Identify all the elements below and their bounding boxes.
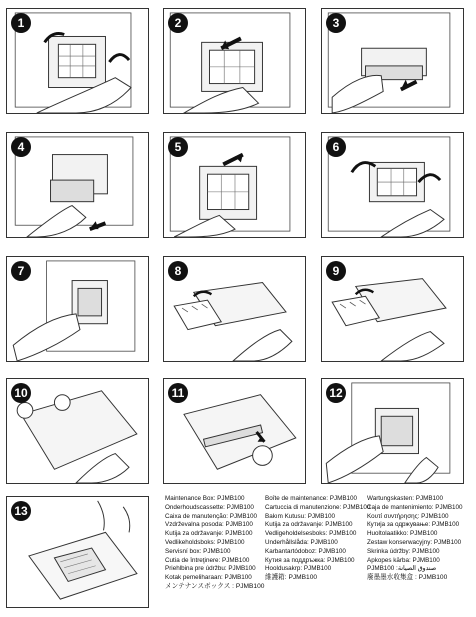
- step-11-panel: [163, 378, 306, 484]
- step-5-panel: [163, 132, 306, 238]
- text-line: Wartungskasten: PJMB100: [367, 495, 444, 502]
- text-line: Hooldusakrp: PJMB100: [265, 565, 332, 573]
- language-column-3: [367, 495, 463, 583]
- step-4-panel: [6, 132, 149, 238]
- text-line: Caja de mantenimiento: PJMB100: [367, 503, 463, 511]
- step-2-panel: [163, 8, 306, 114]
- step-12-panel: [321, 378, 464, 484]
- step-number: 12: [326, 383, 346, 403]
- text-line: Vedligeholdelsesboks: PJMB100: [265, 530, 357, 538]
- text-line: Caixa de manutenção: PJMB100: [165, 512, 258, 520]
- language-column-1: [165, 495, 264, 592]
- step-number: 2: [168, 13, 188, 33]
- step-1-panel: [6, 8, 149, 114]
- text-line: Kotak pemeliharaan: PJMB100: [165, 574, 252, 582]
- text-line: Bakım Kutusu: PJMB100: [265, 512, 335, 520]
- step-7-panel: [6, 256, 149, 362]
- text-line: Skrinka údržby: PJMB100: [367, 547, 440, 555]
- step-number: 13: [11, 501, 31, 521]
- step-number: 4: [11, 137, 31, 157]
- text-line: Vzdrževalna posoda: PJMB100: [165, 521, 253, 529]
- text-line: Kutija za održavanje: PJMB100: [165, 530, 253, 538]
- text-line: メンテナンスボックス : PJMB100: [165, 582, 265, 590]
- text-line: Cartuccia di manutenzione: PJMB100: [265, 503, 371, 511]
- part-number-list: [165, 495, 470, 605]
- text-line: Servisní box: PJMB100: [165, 547, 231, 555]
- text-line: Huoltolaatikko: PJMB100: [367, 530, 438, 538]
- step-3-panel: [321, 8, 464, 114]
- text-line: Vedlikeholdsboks: PJMB100: [165, 538, 245, 546]
- text-line: Underhållslåda: PJMB100: [265, 538, 338, 546]
- text-line: Zestaw konserwacyjny: PJMB100: [367, 538, 462, 546]
- text-line: PJMB100 :صندوق الصيانة: [367, 565, 437, 573]
- text-line: 維護箱: PJMB100: [265, 574, 318, 582]
- step-number: 6: [326, 137, 346, 157]
- text-line: Κουτί συντήρησης: PJMB100: [367, 512, 449, 520]
- step-number: 5: [168, 137, 188, 157]
- language-column-2: [265, 495, 370, 583]
- step-number: 8: [168, 261, 188, 281]
- step-number: 3: [326, 13, 346, 33]
- text-line: Cutia de întreţinere: PJMB100: [165, 556, 250, 564]
- step-6-panel: [321, 132, 464, 238]
- step-9-panel: [321, 256, 464, 362]
- text-line: Karbantartódoboz: PJMB100: [265, 547, 346, 555]
- step-number: 11: [168, 383, 188, 403]
- step-number: 9: [326, 261, 346, 281]
- text-line: 廢墨墨水收集盒 : PJMB100: [367, 574, 448, 582]
- text-line: Кутия за поддръжка: PJMB100: [265, 556, 355, 564]
- text-line: Apkopes kārba: PJMB100: [367, 556, 440, 564]
- text-line: Boîte de maintenance: PJMB100: [265, 495, 358, 502]
- step-10-panel: [6, 378, 149, 484]
- text-line: Кутија за одржување: PJMB100: [367, 521, 460, 529]
- step-number: 10: [11, 383, 31, 403]
- step-8-panel: [163, 256, 306, 362]
- step-13-panel: [6, 496, 149, 608]
- text-line: Priehlbina pre údržbu: PJMB100: [165, 565, 256, 573]
- step-number: 7: [11, 261, 31, 281]
- text-line: Onderhoudscassette: PJMB100: [165, 503, 254, 511]
- step-number: 1: [11, 13, 31, 33]
- text-line: Maintenance Box: PJMB100: [165, 495, 245, 502]
- text-line: Kutija za održavanje: PJMB100: [265, 521, 353, 529]
